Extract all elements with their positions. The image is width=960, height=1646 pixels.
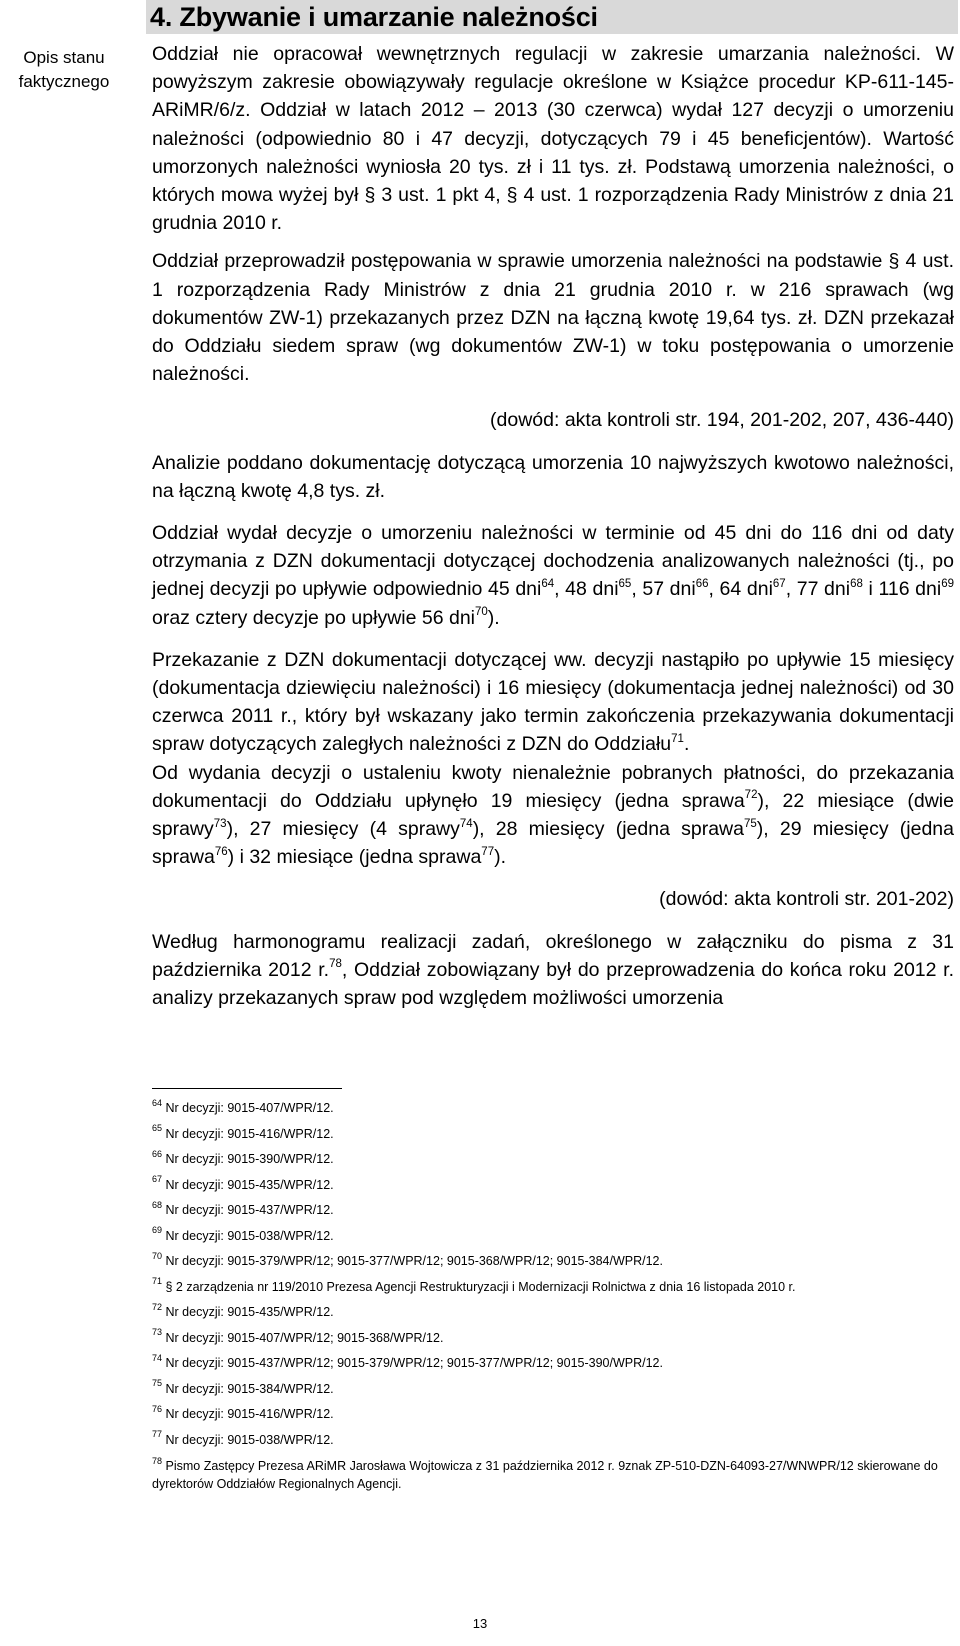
- footnote-text: Nr decyzji: 9015-038/WPR/12.: [165, 1228, 334, 1243]
- text-span: oraz cztery decyzje po upływie 56 dni: [152, 606, 475, 629]
- footnote-text: Nr decyzji: 9015-384/WPR/12.: [165, 1381, 334, 1396]
- margin-label-line-1: Opis stanu: [23, 48, 105, 67]
- paragraph-2: Oddział przeprowadził postępowania w sprawie umorzenia należności na podstawie § 4 ust. 1 rozporządzenia Rady Ministrów z dnia 21 grudnia 2010 r. w 216 sprawach (wg dokumentów ZW-1) przekazanych przez DZN na łączną kwotę 19,64 tys. zł. DZN przekazał do Oddziału siedem spraw (wg dokumentów ZW-1) w toku postępowania o umorzenie należności.: [152, 250, 954, 386]
- footnote-77: [152, 1428, 942, 1454]
- footnote-text: Nr decyzji: 9015-416/WPR/12.: [165, 1407, 334, 1421]
- footnote-74: [152, 1351, 942, 1377]
- footnote-number: 67: [152, 1174, 163, 1185]
- footnote-number: 73: [152, 1327, 163, 1338]
- footnote-number: 75: [152, 1378, 163, 1389]
- paragraph-7: [152, 928, 954, 1013]
- footnote-64: [152, 1096, 942, 1122]
- text-span: .: [683, 733, 690, 756]
- footnote-ref-64[interactable]: 64: [541, 577, 555, 590]
- footnote-ref-70[interactable]: 70: [475, 606, 488, 619]
- text-span: Od wydania decyzji o ustaleniu kwoty nienależnie pobranych płatności, do przekazania dokumentacji do Oddziału upłynęło 19 miesięcy (jedna sprawa: [152, 761, 954, 812]
- footnote-number: 72: [152, 1301, 163, 1312]
- evidence-reference-2: (dowód: akta kontroli str. 201-202): [659, 888, 954, 911]
- footnote-number: 76: [152, 1403, 163, 1414]
- footnote-67: [152, 1173, 942, 1199]
- footnote-ref-73[interactable]: 73: [213, 817, 227, 830]
- footnote-72: [152, 1300, 942, 1326]
- text-span: ), 22 miesiące (dwie sprawy: [152, 789, 954, 841]
- margin-label: [0, 46, 128, 94]
- evidence-reference-1: (dowód: akta kontroli str. 194, 201-202, 207, 436-440): [490, 409, 954, 432]
- footnote-number: 64: [152, 1097, 163, 1108]
- footnote-number: 77: [152, 1429, 163, 1440]
- footnote-text: Nr decyzji: 9015-435/WPR/12.: [165, 1177, 334, 1192]
- footnote-text: Nr decyzji: 9015-407/WPR/12.: [165, 1101, 334, 1115]
- footnote-ref-69[interactable]: 69: [941, 577, 955, 590]
- footnote-text: Nr decyzji: 9015-437/WPR/12; 9015-379/WPR/12; 9015-377/WPR/12; 9015-390/WPR/12.: [165, 1356, 663, 1370]
- footnote-71: [152, 1275, 942, 1301]
- text-span: Oddział wydał decyzje o umorzeniu należności w terminie od 45 dni do 116 dni od daty otrzymania z DZN dokumentacji dotyczącej dochodzenia analizowanych należności (tj., po jednej decyzji po upływie odpowiednio 45 dni: [152, 522, 954, 601]
- text-span: ).: [494, 846, 507, 869]
- footnote-ref-65[interactable]: 65: [618, 577, 632, 590]
- footnote-73: [152, 1326, 942, 1352]
- paragraph-3: Analizie poddano dokumentację dotyczącą umorzenia 10 najwyższych kwotowo należności, na łączną kwotę 4,8 tys. zł.: [152, 451, 954, 502]
- footnote-ref-75[interactable]: 75: [743, 817, 757, 830]
- footnote-number: 70: [152, 1250, 163, 1261]
- text-span: Przekazanie z DZN dokumentacji dotyczącej ww. decyzji nastąpiło po upływie 15 miesięcy (dokumentacja dziewięciu należności) i 16 miesięcy (dokumentacja jednej należności) od 30 czerwca 2011 r., który był wskazany jako termin zakończenia przekazywania dokumentacji spraw dotyczących zaległych należności z DZN do Oddziału: [152, 648, 954, 756]
- footnote-text: Nr decyzji: 9015-407/WPR/12; 9015-368/WPR/12.: [165, 1330, 444, 1345]
- text-span: , 77 dni: [785, 578, 851, 601]
- text-span: ).: [487, 606, 500, 629]
- text-span: , 64 dni: [708, 578, 773, 601]
- text-span: , 57 dni: [631, 578, 696, 601]
- footnote-ref-67[interactable]: 67: [772, 577, 786, 590]
- footnote-65: [152, 1122, 942, 1148]
- text-span: i 116 dni: [862, 578, 942, 601]
- footnote-text: § 2 zarządzenia nr 119/2010 Prezesa Agencji Restrukturyzacji i Modernizacji Rolnictwa z dnia 16 listopada 2010 r.: [165, 1279, 796, 1294]
- text-span: , Oddział zobowiązany był do przeprowadzenia do końca roku 2012 r. analizy przekazanych spraw pod względem możliwości umorzenia: [152, 958, 955, 1010]
- footnote-number: 68: [152, 1199, 163, 1210]
- page-number: 13: [472, 1616, 488, 1631]
- text-span: ) i 32 miesiące (jedna sprawa: [227, 846, 482, 869]
- footnote-number: 66: [152, 1148, 163, 1159]
- footnotes: [152, 1096, 942, 1493]
- footnote-text: Nr decyzji: 9015-435/WPR/12.: [165, 1305, 334, 1319]
- footnote-number: 74: [152, 1352, 163, 1363]
- text-span: ), 27 miesięcy (4 sprawy: [226, 818, 460, 841]
- paragraph-1: Oddział nie opracował wewnętrznych regulacji w zakresie umarzania należności. W powyższym zakresie obowiązywały regulacje określone w Książce procedur KP-611-145-ARiMR/6/z. Oddział w latach 2012 – 2013 (30 czerwca) wydał 127 decyzji o umorzeniu należności (odpowiednio 80 i 47 decyzji, dotyczących 79 i 45 beneficjentów). Wartość umorzonych należności wyniosła 20 tys. zł i 11 tys. zł. Podstawą umorzenia należności, o których mowa wyżej był § 3 ust. 1 pkt 4, § 4 ust. 1 rozporządzenia Rady Ministrów z dnia 21 grudnia 2010 r.: [152, 43, 954, 235]
- footnote-ref-66[interactable]: 66: [695, 577, 709, 590]
- footnote-69: [152, 1224, 942, 1250]
- margin-label-line-2: faktycznego: [18, 72, 110, 91]
- text-span: Według harmonogramu realizacji zadań, określonego w załączniku do pisma z 31 października 2012 r.: [152, 930, 954, 981]
- footnote-number: 78: [152, 1455, 163, 1466]
- footnote-70: [152, 1249, 942, 1275]
- footnote-separator: [152, 1088, 342, 1089]
- footnote-number: 69: [152, 1225, 163, 1236]
- footnote-68: [152, 1198, 942, 1224]
- footnote-66: [152, 1147, 942, 1173]
- paragraph-6: [152, 759, 954, 872]
- footnote-number: 65: [152, 1123, 163, 1134]
- footnote-76: [152, 1402, 942, 1428]
- footnote-ref-68[interactable]: 68: [850, 577, 863, 590]
- footnote-text: Nr decyzji: 9015-379/WPR/12; 9015-377/WPR/12; 9015-368/WPR/12; 9015-384/WPR/12.: [165, 1254, 663, 1268]
- footnote-75: [152, 1377, 942, 1403]
- document-body: [152, 40, 954, 1012]
- footnote-ref-77[interactable]: 77: [481, 845, 495, 858]
- footnote-ref-71[interactable]: 71: [671, 732, 684, 745]
- text-span: ), 29 miesięcy (jedna sprawa: [152, 818, 954, 869]
- text-span: ), 28 miesięcy (jedna sprawa: [472, 818, 744, 841]
- footnote-text: Pismo Zastępcy Prezesa ARiMR Jarosława Wojtowicza z 31 października 2012 r. 9znak ZP-510-DZN-64093-27/WNWPR/12 skierowane do dyrektorów Oddziałów Regionalnych Agencji.: [152, 1459, 938, 1491]
- footnote-ref-74[interactable]: 74: [459, 817, 473, 830]
- footnote-text: Nr decyzji: 9015-416/WPR/12.: [165, 1126, 334, 1141]
- footnote-ref-76[interactable]: 76: [214, 845, 228, 858]
- paragraph-5: [152, 646, 954, 759]
- footnote-78: [152, 1457, 942, 1493]
- footnote-ref-72[interactable]: 72: [744, 789, 758, 802]
- footnote-text: Nr decyzji: 9015-038/WPR/12.: [165, 1432, 334, 1447]
- section-heading: 4. Zbywanie i umarzanie należności: [150, 2, 598, 32]
- footnote-number: 71: [152, 1276, 163, 1287]
- footnote-ref-78[interactable]: 78: [329, 958, 342, 971]
- text-span: , 48 dni: [554, 578, 619, 601]
- paragraph-4: [152, 519, 954, 632]
- footnote-text: Nr decyzji: 9015-437/WPR/12.: [165, 1203, 334, 1217]
- footnote-text: Nr decyzji: 9015-390/WPR/12.: [165, 1152, 334, 1166]
